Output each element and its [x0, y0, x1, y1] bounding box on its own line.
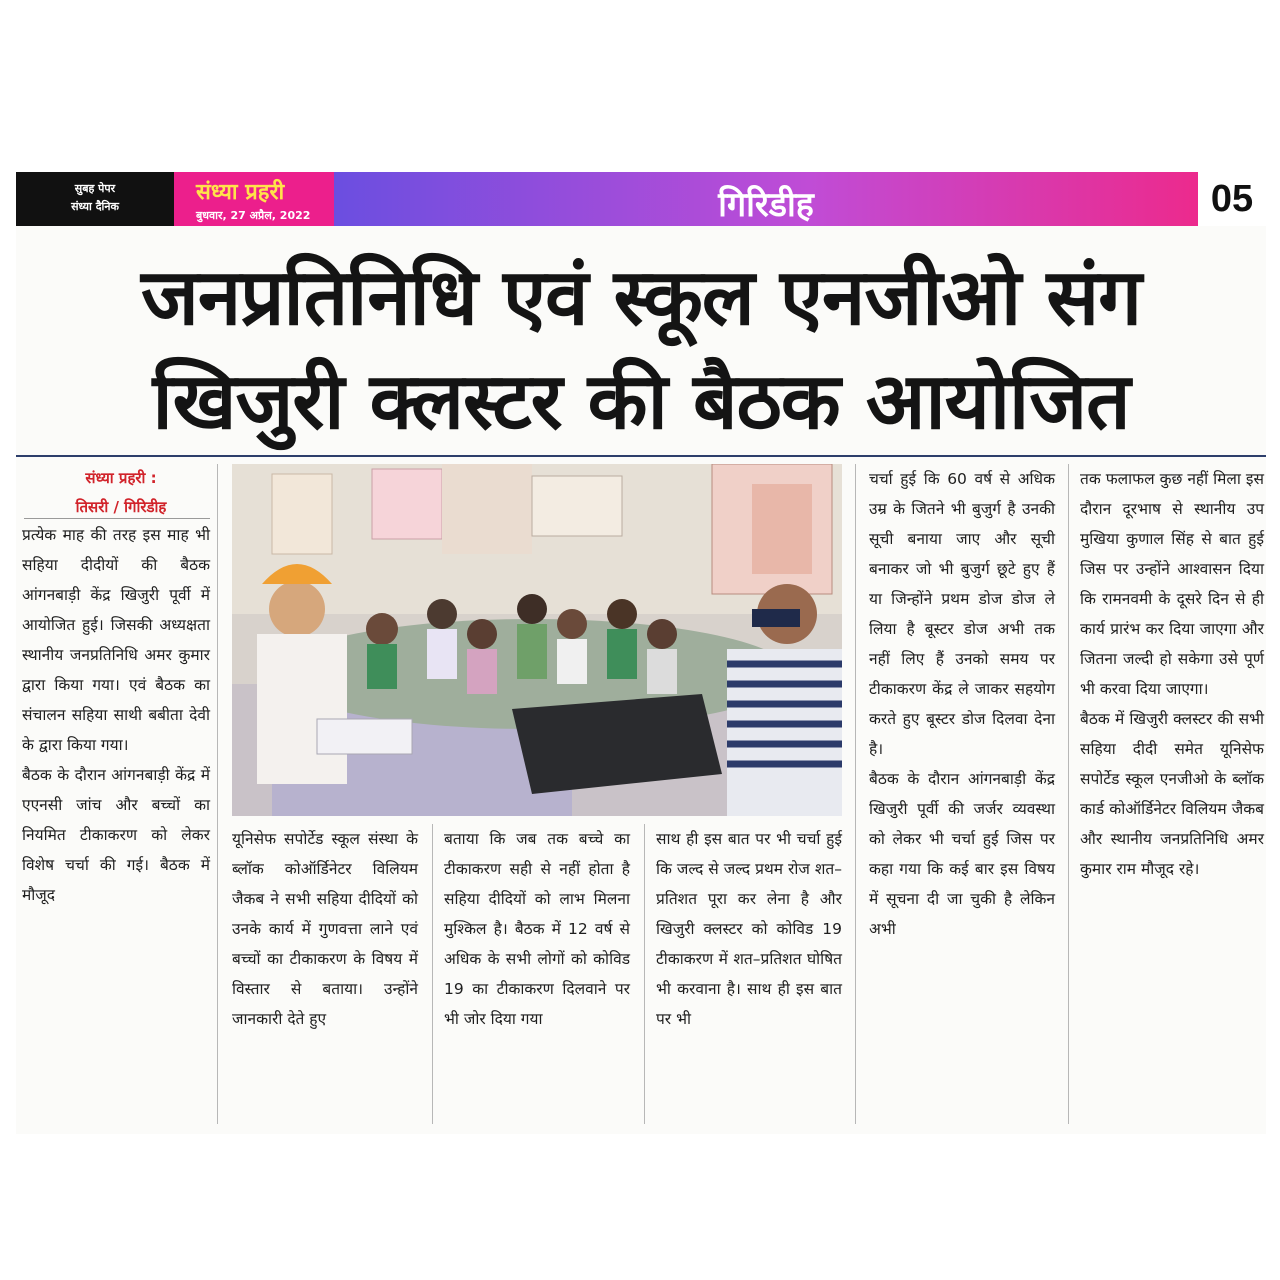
- article-column-6: [1080, 464, 1264, 1124]
- article-column-5: [869, 464, 1055, 1124]
- article-paragraph: साथ ही इस बात पर भी चर्चा हुई कि जल्द से जल्द प्रथम रोज शत–प्रतिशत पूरा कर लेना है और खिजुरी क्लस्टर को कोविड 19 टीकाकरण में शत–प्रतिशत घोषित भी करवाना है। साथ ही इस बात पर भी: [656, 830, 842, 1028]
- byline-source: संध्या प्रहरी :: [85, 469, 157, 487]
- byline-location: तिसरी / गिरिडीह: [75, 498, 167, 516]
- column-divider: [432, 824, 433, 1124]
- meeting-photo-illustration: [232, 464, 842, 816]
- tagline-line1: सुबह पेपर: [74, 182, 116, 195]
- headline: [16, 246, 1266, 454]
- article-column-1: [22, 520, 210, 1132]
- article-column-2: [232, 824, 418, 1124]
- section-title: गिरिडीह: [718, 185, 814, 225]
- edition-date: बुधवार, 27 अप्रैल, 2022: [196, 209, 311, 222]
- column-divider: [1068, 464, 1069, 1124]
- article-paragraph: तक फलाफल कुछ नहीं मिला इस दौरान दूरभाष से स्थानीय उप मुखिया कुणाल सिंह से बात हुई जिस पर उन्होंने आश्वासन दिया कि रामनवमी के दूसरे दिन से ही कार्य प्रारंभ कर दिया जाएगा और जितना जल्दी हो सकेगा उसे पूर्ण भी करवा दिया जाएगा।: [1080, 470, 1264, 698]
- tagline-line2: संध्या दैनिक: [71, 200, 119, 213]
- meeting-photo: [232, 464, 842, 816]
- column-divider: [644, 824, 645, 1124]
- article-paragraph: बैठक के दौरान आंगनबाड़ी केंद्र खिजुरी पूर्वी की जर्जर व्यवस्था को लेकर भी चर्चा हुई जिस पर कहा गया कि कई बार इस विषय में सूचना दी जा चुकी है लेकिन अभी: [869, 770, 1055, 938]
- article-paragraph: यूनिसेफ सपोर्टेड स्कूल संस्था के ब्लॉक कोऑर्डिनेटर विलियम जैकब ने सभी सहिया दीदियों को उनके कार्य में गुणवत्ता लाने एवं बच्चों का टीकाकरण के विषय में विस्तार से बताया। उन्होंने जानकारी देते हुए: [232, 830, 418, 1028]
- article-paragraph: चर्चा हुई कि 60 वर्ष से अधिक उम्र के जितने भी बुजुर्ग है उनकी सूची बनाया जाए और सूची बनाकर जो भी बुजुर्ग छूटे हुए हैं या जिन्होंने प्रथम डोज डोज ले लिया है बूस्टर डोज अभी तक नहीं लिए हैं उनको समय पर टीकाकरण केंद्र ले जाकर सहयोग करते हुए बूस्टर डोज दिलवा देना है।: [869, 470, 1055, 758]
- article-paragraph: प्रत्येक माह की तरह इस माह भी सहिया दीदीयों की बैठक आंगनबाड़ी केंद्र खिजुरी पूर्वी में आयोजित हुई। जिसकी अध्यक्षता स्थानीय जनप्रतिनिधि अमर कुमार द्वारा किया गया। एवं बैठक का संचालन सहिया साथी बबीता देवी के द्वारा किया गया।: [22, 526, 210, 754]
- headline-rule: [16, 455, 1266, 457]
- column-divider: [217, 464, 218, 1124]
- masthead-strip: [16, 172, 1266, 226]
- article-paragraph: बैठक में खिजुरी क्लस्टर की सभी सहिया दीदी समेत यूनिसेफ सपोर्टेड स्कूल एनजीओ के ब्लॉक कार्ड कोऑर्डिनेटर विलियम जैकब और स्थानीय जनप्रतिनिधि अमर कुमार राम मौजूद रहे।: [1080, 710, 1264, 878]
- section-band: [334, 172, 1198, 226]
- article-paragraph: बैठक के दौरान आंगनबाड़ी केंद्र में एएनसी जांच और बच्चों का नियमित टीकाकरण को लेकर विशेष चर्चा की गई। बैठक में मौजूद: [22, 766, 210, 904]
- page-number: 05: [1198, 172, 1266, 226]
- masthead-brand: [174, 172, 334, 226]
- column-divider: [855, 464, 856, 1124]
- newspaper-clipping: [16, 172, 1266, 1134]
- headline-line2: खिजुरी क्लस्टर की बैठक आयोजित: [152, 357, 1130, 447]
- masthead-tagline: [16, 172, 174, 226]
- article-column-3: [444, 824, 630, 1124]
- article-paragraph: बताया कि जब तक बच्चे का टीकाकरण सही से नहीं होता है सहिया दीदियों को लाभ मिलना मुश्किल है। बैठक में 12 वर्ष से अधिक के सभी लोगों को कोविड 19 का टीकाकरण दिलवाने पर भी जोर दिया गया: [444, 830, 630, 1028]
- headline-line1: जनप्रतिनिधि एवं स्कूल एनजीओ संग: [140, 253, 1142, 343]
- byline-rule: [24, 518, 210, 519]
- paper-logo: संध्या प्रहरी: [196, 180, 285, 205]
- article-column-4: [656, 824, 842, 1124]
